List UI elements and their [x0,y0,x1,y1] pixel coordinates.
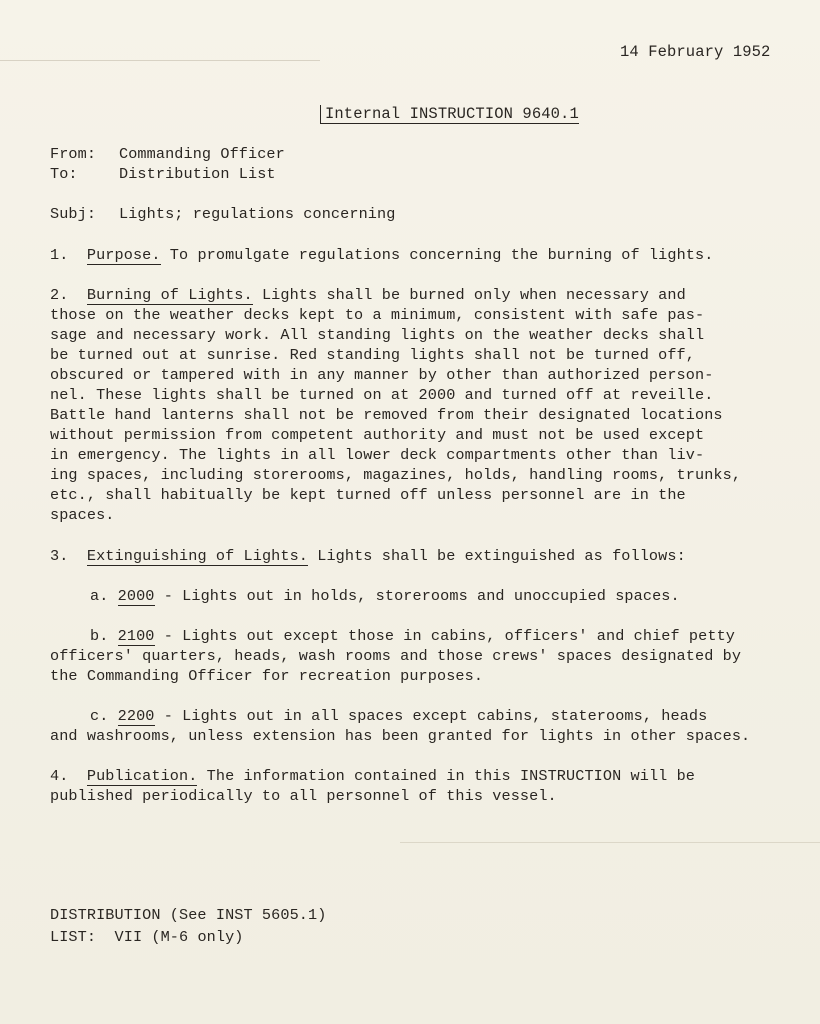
paragraph-number: 4. [50,767,69,785]
subparagraph-label: c. [90,707,109,725]
subparagraph-c [90,706,707,726]
paragraph-2-line: be turned out at sunrise. Red standing lights shall not be turned off, [50,346,695,364]
paragraph-heading: Publication. [86,767,198,785]
subject-label: Subj: [50,205,97,223]
subparagraph-label: a. [90,587,109,605]
subparagraph-label: b. [90,627,109,645]
paragraph-text: To promulgate regulations concerning the burning of lights. [160,246,714,264]
time-value: 2200 [117,707,155,725]
from-label: From: [50,145,97,163]
subject-line [50,204,396,224]
paragraph-text: Lights shall be burned only when necessary and [252,286,686,304]
time-value: 2100 [117,627,155,645]
paragraph-heading: Extinguishing of Lights. [86,547,309,565]
subparagraph-b-line: officers' quarters, heads, wash rooms and those crews' spaces designated by [50,647,742,665]
paragraph-2-line: etc., shall habitually be kept turned off unless personnel are in the [50,486,686,504]
paragraph-heading: Burning of Lights. [86,286,253,304]
subparagraph-c-line: and washrooms, unless extension has been granted for lights in other spaces. [50,727,751,745]
paragraph-2-line: in emergency. The lights in all lower deck compartments other than liv- [50,446,705,464]
subparagraph-b-line: the Commanding Officer for recreation purposes. [50,667,484,685]
document-title [320,104,579,124]
to-value: Distribution List [119,165,276,183]
paragraph-2-line: nel. These lights shall be turned on at 2000 and turned off at reveille. [50,386,714,404]
paper-edge [0,60,320,61]
title-text: Internal INSTRUCTION 9640.1 [320,105,579,124]
document-date: 14 February 1952 [620,43,771,61]
paragraph-2-line: sage and necessary work. All standing lights on the weather decks shall [50,326,705,344]
paragraph-heading: Purpose. [86,246,161,264]
to-line [50,164,276,184]
distribution-line: DISTRIBUTION (See INST 5605.1) [50,906,327,924]
time-value: 2000 [117,587,155,605]
paragraph-number: 2. [50,286,69,304]
paragraph-3 [50,546,686,566]
list-label: LIST: [50,928,97,946]
list-value: VII (M-6 only) [114,928,244,946]
paragraph-2-line: spaces. [50,506,115,524]
paragraph-4 [50,766,695,786]
paragraph-1 [50,245,713,265]
paragraph-2-line: ing spaces, including storerooms, magazines, holds, handling rooms, trunks, [50,466,742,484]
subparagraph-text: - Lights out in holds, storerooms and unoccupied spaces. [154,587,680,605]
paper-edge [400,842,820,843]
paragraph-4-line: published periodically to all personnel of this vessel. [50,787,557,805]
paragraph-2-line: Battle hand lanterns shall not be removed from their designated locations [50,406,723,424]
paragraph-number: 1. [50,246,69,264]
subparagraph-text: - Lights out in all spaces except cabins, staterooms, heads [154,707,708,725]
paragraph-2-line: those on the weather decks kept to a minimum, consistent with safe pas- [50,306,705,324]
from-line [50,144,285,164]
subject-value: Lights; regulations concerning [119,205,396,223]
subparagraph-b [90,626,735,646]
paragraph-text: Lights shall be extinguished as follows: [308,547,686,565]
paragraph-number: 3. [50,547,69,565]
paragraph-2-line [50,285,686,305]
paragraph-2-line: without permission from competent authority and must not be used except [50,426,705,444]
subparagraph-text: - Lights out except those in cabins, officers' and chief petty [154,627,735,645]
paragraph-2-line: obscured or tampered with in any manner by other than authorized person- [50,366,714,384]
distribution-list-line [50,927,244,947]
paragraph-text: The information contained in this INSTRUCTION will be [197,767,696,785]
subparagraph-a [90,586,680,606]
to-label: To: [50,165,78,183]
from-value: Commanding Officer [119,145,285,163]
